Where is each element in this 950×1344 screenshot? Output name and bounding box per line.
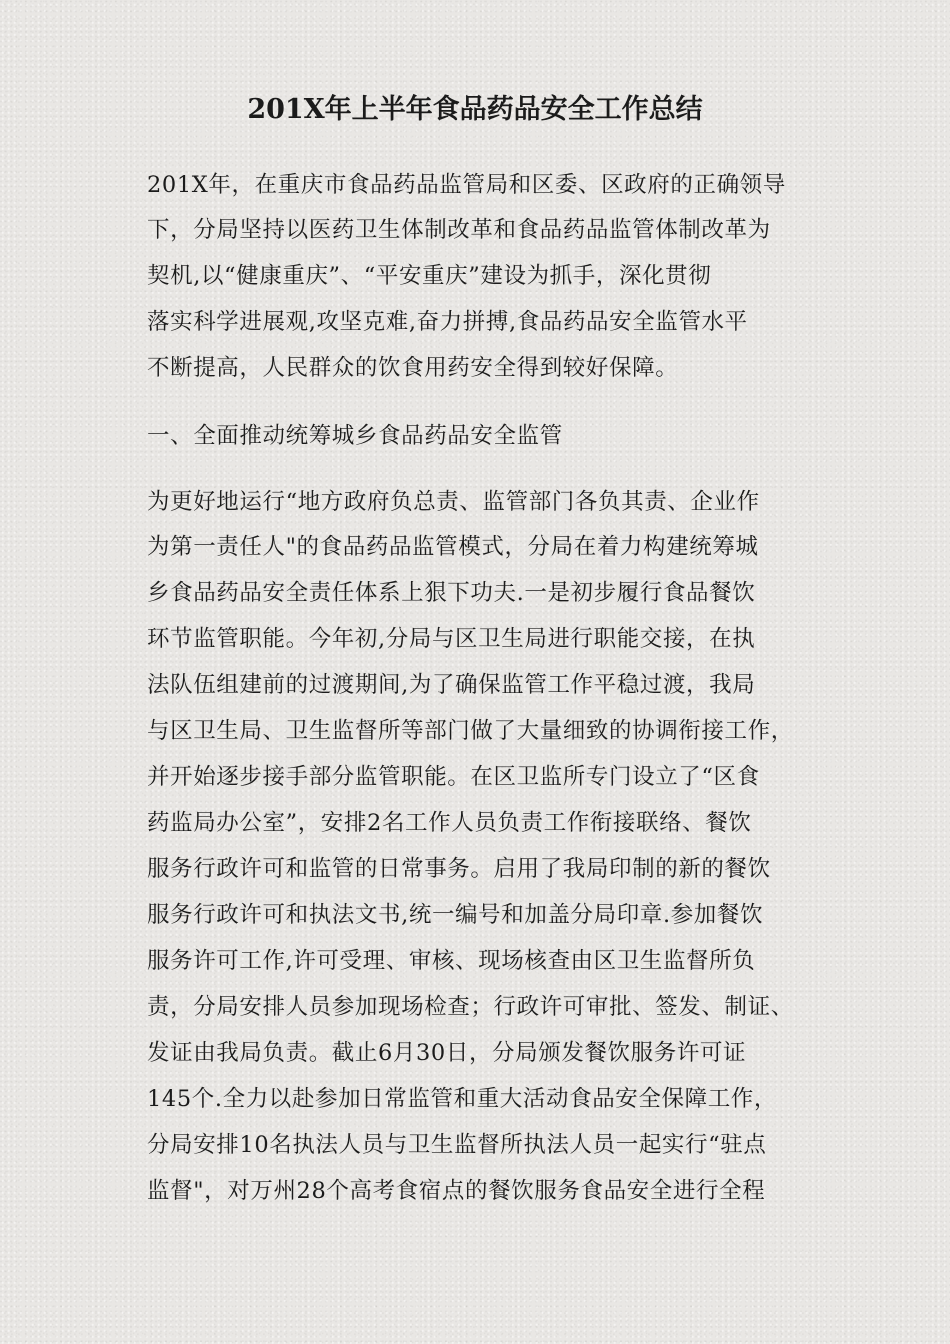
document-title: 201X年上半年食品药品安全工作总结 — [247, 94, 703, 125]
paragraph-line: 法队伍组建前的过渡期间,为了确保监管工作平稳过渡，我局 — [147, 672, 756, 698]
paragraph-line: 服务行政许可和监管的日常事务。启用了我局印制的新的餐饮 — [147, 856, 771, 882]
paragraph-line: 乡食品药品安全责任体系上狠下功夫.一是初步履行食品餐饮 — [147, 580, 756, 606]
section-heading: 一、全面推动统筹城乡食品药品安全监管 — [147, 423, 563, 449]
paragraph-line: 并开始逐步接手部分监管职能。在区卫监所专门设立了“区食 — [147, 764, 760, 790]
paragraph-line: 下，分局坚持以医药卫生体制改革和食品药品监管体制改革为 — [147, 217, 771, 243]
paragraph-line: 服务行政许可和执法文书,统一编号和加盖分局印章.参加餐饮 — [147, 902, 764, 928]
paragraph-line: 不断提高，人民群众的饮食用药安全得到较好保障。 — [147, 355, 679, 381]
paragraph-line: 契机,以“健康重庆”、“平安重庆”建设为抓手，深化贯彻 — [147, 263, 712, 289]
paragraph-line: 服务许可工作,许可受理、审核、现场核查由区卫生监督所负 — [147, 948, 756, 974]
paragraph-line: 为更好地运行“地方政府负总责、监管部门各负其责、企业作 — [147, 489, 760, 515]
paragraph-line: 与区卫生局、卫生监督所等部门做了大量细致的协调衔接工作， — [147, 718, 794, 744]
paragraph-line: 发证由我局负责。截止6月30日，分局颁发餐饮服务许可证 — [147, 1040, 747, 1066]
paragraph-line: 落实科学进展观,攻坚克难,奋力拼搏,食品药品安全监管水平 — [147, 309, 748, 335]
paragraph-line: 145个.全力以赴参加日常监管和重大活动食品安全保障工作， — [147, 1086, 777, 1112]
paragraph-line: 责，分局安排人员参加现场检查；行政许可审批、签发、制证、 — [147, 994, 794, 1020]
paragraph-line: 为第一责任人"的食品药品监管模式，分局在着力构建统筹城 — [147, 534, 759, 560]
paragraph-line: 201X年，在重庆市食品药品监管局和区委、区政府的正确领导 — [147, 172, 786, 198]
paragraph-line: 环节监管职能。今年初,分局与区卫生局进行职能交接，在执 — [147, 626, 756, 652]
paragraph-line: 监督"，对万州28个高考食宿点的餐饮服务食品安全进行全程 — [147, 1178, 766, 1204]
paragraph-line: 药监局办公室”，安排2名工作人员负责工作衔接联络、餐饮 — [147, 810, 752, 836]
paragraph-line: 分局安排10名执法人员与卫生监督所执法人员一起实行“驻点 — [147, 1132, 767, 1158]
